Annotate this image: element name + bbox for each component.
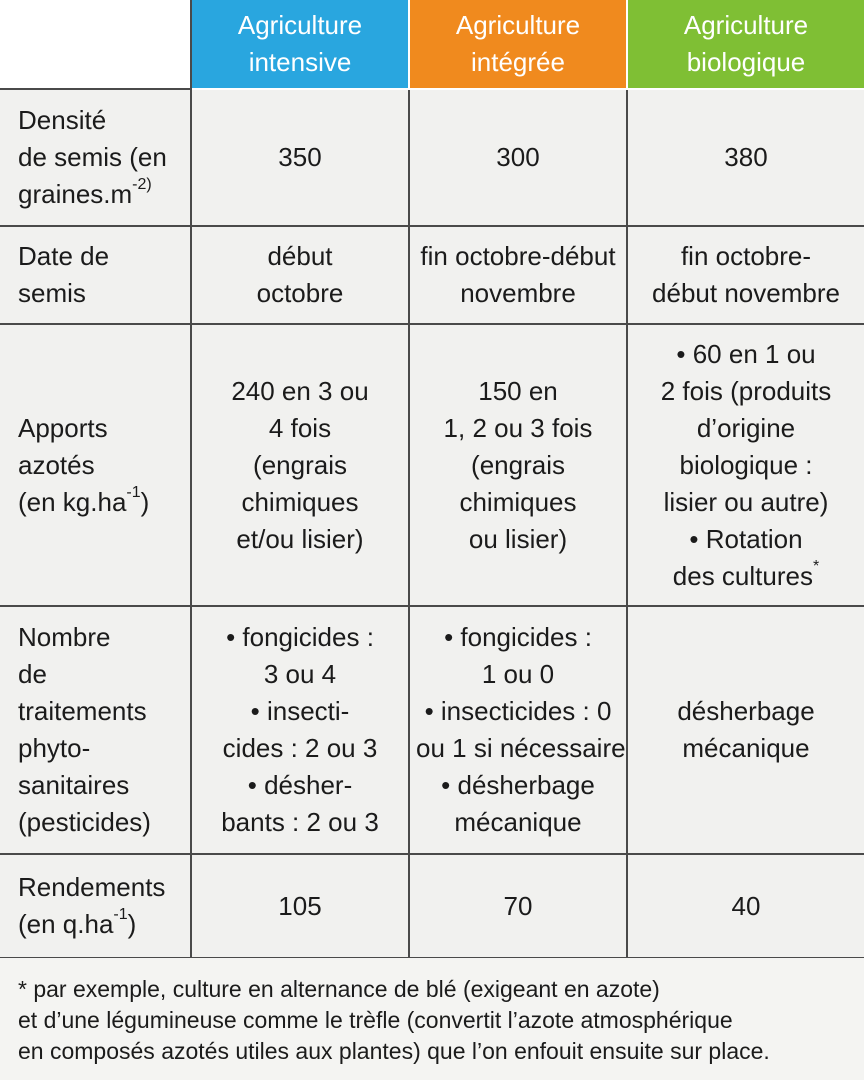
row-rendements [0, 854, 864, 958]
header-intensive-line1: Agriculture [237, 10, 363, 40]
label-densite-line1: Densité [18, 105, 107, 135]
label-apports-exponent: -1 [126, 483, 141, 501]
apports-bio-line7 [634, 558, 858, 595]
label-traitements-line6: (pesticides) [18, 807, 151, 837]
apports-integree-line4: chimiques [459, 486, 577, 517]
header-row [0, 0, 864, 89]
apports-intensive-line3: (engrais [253, 449, 347, 480]
traitements-integree-line4: ou 1 si nécessaire [416, 733, 626, 763]
label-traitements-line1: Nombre [18, 622, 111, 652]
label-apports-unit: (en kg.ha [18, 486, 127, 517]
row-apports [0, 324, 864, 606]
apports-integree-line1: 150 en [478, 375, 558, 406]
label-densite-exponent: -2) [132, 176, 152, 194]
date-intensive-line1: début [267, 241, 333, 271]
header-bio-line2: biologique [686, 47, 806, 77]
label-traitements [0, 606, 191, 854]
apports-bio [627, 324, 864, 606]
label-apports-line2: azotés [18, 449, 95, 480]
row-densite [0, 89, 864, 226]
traitements-integree-line6: mécanique [454, 807, 582, 837]
label-apports-line3 [18, 484, 184, 521]
apports-intensive-line2: 4 fois [268, 412, 332, 443]
label-densite-line2: de semis (en [18, 142, 167, 172]
header-intensive-line2: intensive [248, 47, 352, 77]
traitements-intensive [191, 606, 409, 854]
row-traitements [0, 606, 864, 854]
label-date-line2: semis [18, 278, 86, 308]
label-rendements-line2 [18, 906, 184, 943]
header-bio [627, 0, 864, 89]
date-integree [409, 226, 627, 324]
apports-integree-line2: 1, 2 ou 3 fois [443, 412, 593, 443]
date-intensive [191, 226, 409, 324]
date-bio-line2: début novembre [652, 278, 840, 308]
date-integree-line2: novembre [460, 278, 576, 308]
label-rendements-close: ) [127, 909, 137, 939]
label-rendements-unit: (en q.ha [18, 909, 114, 939]
apports-bio-line3: d’origine [696, 412, 796, 443]
rendements-bio: 40 [627, 854, 864, 958]
label-rendements [0, 854, 191, 958]
label-apports-line1: Apports [18, 412, 108, 443]
header-integree-line2: intégrée [471, 47, 565, 77]
label-traitements-line3: traitements [18, 696, 147, 726]
footnote [0, 958, 864, 1080]
apports-bio-line2: 2 fois (produits [660, 375, 832, 406]
header-bio-line1: Agriculture [683, 10, 809, 40]
label-traitements-line5: sanitaires [18, 770, 130, 800]
date-intensive-line2: octobre [256, 278, 344, 308]
date-integree-line1: fin octobre-début [420, 241, 616, 271]
apports-integree-line5: ou lisier) [468, 523, 568, 554]
footnote-line2: et d’une légumineuse comme le trèfle (convertit l’azote atmosphérique [18, 1007, 733, 1033]
label-traitements-line4: phyto- [18, 733, 91, 763]
header-integree [409, 0, 627, 89]
apports-intensive-line1: 240 en 3 ou [231, 375, 369, 406]
traitements-integree-line2: 1 ou 0 [481, 659, 555, 689]
traitements-bio [627, 606, 864, 854]
label-densite-unit: graines.m [18, 179, 133, 209]
traitements-intensive-line2: 3 ou 4 [263, 659, 337, 689]
traitements-intensive-line6: bants : 2 ou 3 [221, 807, 379, 837]
label-apports [0, 324, 191, 606]
apports-bio-line4: biologique : [679, 449, 813, 480]
apports-integree [409, 324, 627, 606]
densite-intensive: 350 [191, 89, 409, 226]
corner-cell [0, 0, 191, 89]
footnote-line1: * par exemple, culture en alternance de blé (exigeant en azote) [18, 976, 660, 1002]
label-date [0, 226, 191, 324]
densite-bio: 380 [627, 89, 864, 226]
label-traitements-line2: de [18, 659, 47, 689]
traitements-bio-line1: désherbage [677, 696, 815, 726]
traitements-intensive-line4: cides : 2 ou 3 [222, 733, 378, 763]
rendements-integree: 70 [409, 854, 627, 958]
apports-intensive [191, 324, 409, 606]
footnote-line3: en composés azotés utiles aux plantes) que l’on enfouit ensuite sur place. [18, 1038, 770, 1064]
traitements-intensive-line1: • fongicides : [226, 622, 374, 652]
apports-bio-line5: lisier ou autre) [663, 486, 829, 517]
apports-bio-line6: • Rotation [689, 523, 803, 554]
apports-bio-line1: • 60 en 1 ou [676, 338, 816, 369]
label-rendements-line1: Rendements [18, 872, 166, 902]
label-densite [0, 89, 191, 226]
date-bio [627, 226, 864, 324]
apports-intensive-line5: et/ou lisier) [236, 523, 364, 554]
densite-integree: 300 [409, 89, 627, 226]
apports-integree-line3: (engrais [471, 449, 565, 480]
label-densite-line3 [18, 176, 184, 213]
date-bio-line1: fin octobre- [680, 241, 812, 271]
apports-intensive-line4: chimiques [241, 486, 359, 517]
rendements-intensive: 105 [191, 854, 409, 958]
traitements-integree-line3: • insecticides : 0 [424, 696, 612, 726]
traitements-bio-line2: mécanique [682, 733, 810, 763]
traitements-integree-line5: • désherbage [441, 770, 595, 800]
header-integree-line1: Agriculture [455, 10, 581, 40]
footnote-marker: * [812, 557, 820, 575]
traitements-integree [409, 606, 627, 854]
traitements-integree-line1: • fongicides : [444, 622, 592, 652]
row-date [0, 226, 864, 324]
header-intensive [191, 0, 409, 89]
label-date-line1: Date de [18, 241, 110, 271]
label-apports-close: ) [140, 486, 150, 517]
apports-bio-cultures: des cultures [672, 560, 813, 591]
traitements-intensive-line5: • désher- [247, 770, 353, 800]
label-rendements-exponent: -1 [113, 906, 128, 924]
traitements-intensive-line3: • insecti- [250, 696, 350, 726]
